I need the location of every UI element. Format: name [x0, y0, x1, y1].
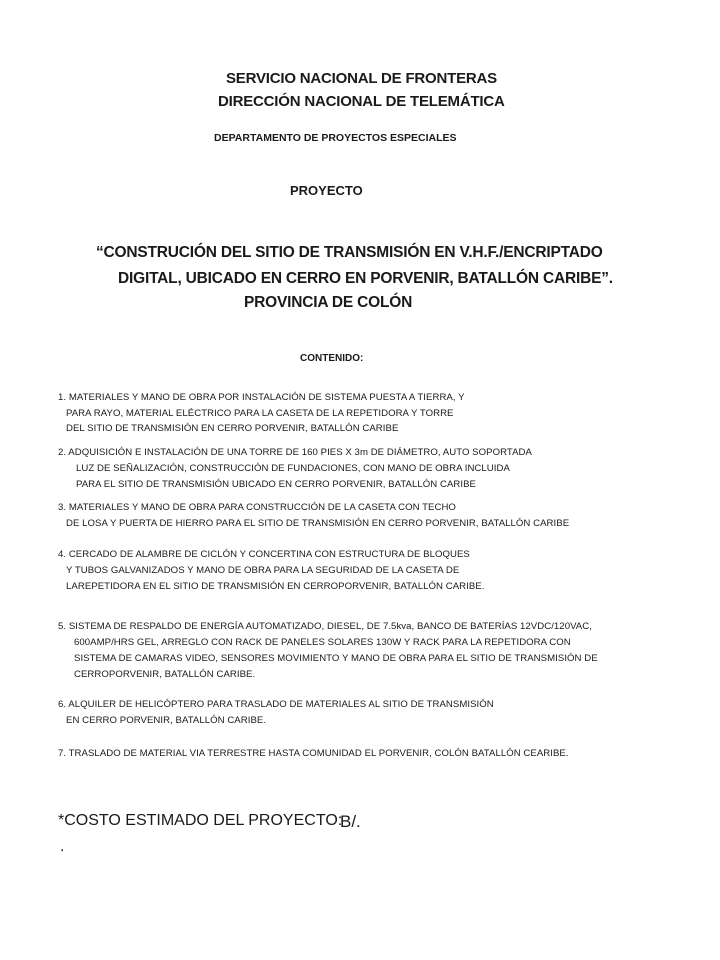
estimated-cost-label: *COSTO ESTIMADO DEL PROYECTO:: [58, 812, 343, 829]
item-5-line-3: SISTEMA DE CAMARAS VIDEO, SENSORES MOVIMIENTO Y MANO DE OBRA PARA EL SITIO DE TRANSMISIÓN DE: [74, 653, 598, 664]
header-line-2: DIRECCIÓN NACIONAL DE TELEMÁTICA: [218, 93, 505, 110]
item-6-line-2: EN CERRO PORVENIR, BATALLÓN CARIBE.: [66, 715, 267, 726]
item-1-line-1: 1. MATERIALES Y MANO DE OBRA POR INSTALACIÓN DE SISTEMA PUESTA A TIERRA, Y: [58, 392, 465, 403]
item-3-line-2: DE LOSA Y PUERTA DE HIERRO PARA EL SITIO DE TRANSMISIÓN EN CERRO PORVENIR, BATALLÓN CARIBE: [66, 518, 570, 529]
item-4-line-3: LAREPETIDORA EN EL SITIO DE TRANSMISIÓN EN CERROPORVENIR, BATALLÓN CARIBE.: [66, 581, 485, 592]
item-1-line-3: DEL SITIO DE TRANSMISIÓN EN CERRO PORVENIR, BATALLÓN CARIBE: [66, 423, 399, 434]
item-2-line-2: LUZ DE SEÑALIZACIÓN, CONSTRUCCIÓN DE FUNDACIONES, CON MANO DE OBRA INCLUIDA: [76, 463, 510, 474]
item-7-line-1: 7. TRASLADO DE MATERIAL VIA TERRESTRE HASTA COMUNIDAD EL PORVENIR, COLÓN BATALLÓN CEARIBE.: [58, 748, 569, 759]
contents-label: CONTENIDO:: [300, 353, 364, 364]
trailing-period: .: [60, 838, 65, 855]
item-2-line-1: 2. ADQUISICIÓN E INSTALACIÓN DE UNA TORRE DE 160 PIES X 3m DE DIÁMETRO, AUTO SOPORTADA: [58, 447, 532, 458]
estimated-cost-currency: B/.: [340, 812, 361, 831]
item-4-line-2: Y TUBOS GALVANIZADOS Y MANO DE OBRA PARA LA SEGURIDAD DE LA CASETA DE: [66, 565, 460, 576]
header-line-1: SERVICIO NACIONAL DE FRONTERAS: [226, 70, 497, 87]
item-5-line-2: 600AMP/HRS GEL, ARREGLO CON RACK DE PANELES SOLARES 130W Y RACK PARA LA REPETIDORA CON: [74, 637, 571, 648]
department-heading: DEPARTAMENTO DE PROYECTOS ESPECIALES: [214, 132, 457, 144]
project-title-line-1: “CONSTRUCIÓN DEL SITIO DE TRANSMISIÓN EN V.H.F./ENCRIPTADO: [96, 244, 603, 261]
item-2-line-3: PARA EL SITIO DE TRANSMISIÓN UBICADO EN CERRO PORVENIR, BATALLÓN CARIBE: [76, 479, 476, 490]
project-title-line-3: PROVINCIA DE COLÓN: [244, 294, 413, 311]
project-label: PROYECTO: [290, 183, 363, 198]
item-5-line-4: CERROPORVENIR, BATALLÓN CARIBE.: [74, 669, 256, 680]
project-title-line-2: DIGITAL, UBICADO EN CERRO EN PORVENIR, BATALLÓN CARIBE”.: [118, 270, 613, 287]
item-4-line-1: 4. CERCADO DE ALAMBRE DE CICLÓN Y CONCERTINA CON ESTRUCTURA DE BLOQUES: [58, 549, 470, 560]
item-3-line-1: 3. MATERIALES Y MANO DE OBRA PARA CONSTRUCCIÓN DE LA CASETA CON TECHO: [58, 502, 456, 513]
item-6-line-1: 6. ALQUILER DE HELICÓPTERO PARA TRASLADO DE MATERIALES AL SITIO DE TRANSMISIÓN: [58, 699, 494, 710]
item-5-line-1: 5. SISTEMA DE RESPALDO DE ENERGÍA AUTOMATIZADO, DIESEL, DE 7.5kva, BANCO DE BATERÍAS 12VDC/120VAC,: [58, 621, 592, 632]
item-1-line-2: PARA RAYO, MATERIAL ELÉCTRICO PARA LA CASETA DE LA REPETIDORA Y TORRE: [66, 408, 454, 419]
